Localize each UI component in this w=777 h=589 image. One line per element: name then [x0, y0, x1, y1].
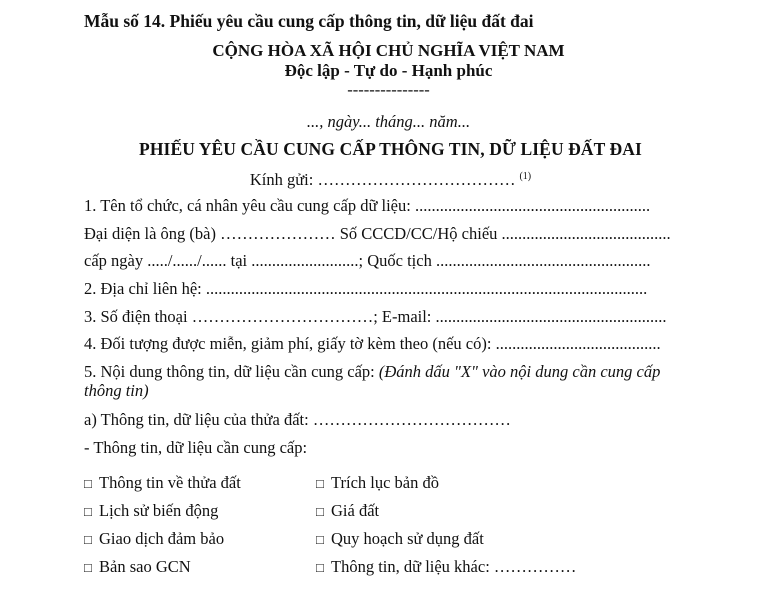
needed-heading: - Thông tin, dữ liệu cần cung cấp: — [84, 438, 308, 457]
content-label: 5. Nội dung thông tin, dữ liệu cần cung cấp: — [84, 362, 379, 381]
checkbox-icon[interactable]: □ — [316, 560, 324, 575]
document-title: PHIẾU YÊU CẦU CUNG CẤP THÔNG TIN, DỮ LIỆU ĐẤT ĐAI — [139, 139, 642, 159]
option-certificate-copy[interactable]: □ Bản sao GCN — [84, 557, 191, 576]
addressee-label[interactable]: Kính gửi: ……………………………… — [249, 170, 516, 189]
checkbox-icon[interactable]: □ — [316, 504, 324, 519]
option-land-use-planning[interactable]: □ Quy hoạch sử dụng đất — [316, 529, 484, 548]
country-header: CỘNG HÒA XÃ HỘI CHỦ NGHĨA VIỆT NAM — [212, 41, 565, 60]
field-representative[interactable]: Đại diện là ông (bà) ………………… Số CCCD/CC/Hộ chiếu ......................................... — [84, 224, 671, 243]
motto: Độc lập - Tự do - Hạnh phúc — [284, 61, 493, 80]
date-line: ..., ngày... tháng... năm... — [306, 112, 471, 131]
field-parcel[interactable]: a) Thông tin, dữ liệu của thửa đất: ……………………………… — [84, 410, 511, 429]
checkbox-icon[interactable]: □ — [84, 532, 92, 547]
checkbox-icon[interactable]: □ — [316, 532, 324, 547]
header-divider: --------------- — [347, 80, 430, 99]
option-parcel-info[interactable]: □ Thông tin về thửa đất — [84, 473, 241, 492]
option-map-extract[interactable]: □ Trích lục bản đồ — [316, 473, 440, 492]
field-phone-email[interactable]: 3. Số điện thoại ……………………………; E-mail: ........................................................ — [84, 307, 667, 326]
content-note-cont: thông tin) — [84, 381, 149, 400]
field-exemption[interactable]: 4. Đối tượng được miễn, giảm phí, giấy tờ kèm theo (nếu có): ........................................ — [84, 334, 661, 353]
checkbox-icon[interactable]: □ — [84, 504, 92, 519]
addressee-line — [2, 167, 777, 190]
content-note: (Đánh dấu "X" vào nội dung cần cung cấp — [378, 362, 661, 381]
field-address[interactable]: 2. Địa chỉ liên hệ: ........................................................................................................... — [84, 279, 648, 298]
option-land-price[interactable]: □ Giá đất — [316, 501, 380, 520]
content-heading — [84, 362, 660, 382]
option-secured-transactions[interactable]: □ Giao dịch đảm bảo — [84, 529, 225, 548]
field-issued[interactable]: cấp ngày ...../....../...... tại ..........................; Quốc tịch .................................................... — [84, 251, 651, 270]
option-change-history[interactable]: □ Lịch sử biến động — [84, 501, 219, 520]
footnote-marker: (1) — [519, 171, 532, 182]
checkbox-icon[interactable]: □ — [84, 476, 92, 491]
field-requester-name[interactable]: 1. Tên tổ chức, cá nhân yêu cầu cung cấp dữ liệu: ......................................................... — [84, 196, 651, 215]
checkbox-icon[interactable]: □ — [316, 476, 324, 491]
checkbox-icon[interactable]: □ — [84, 560, 92, 575]
form-number: Mẫu số 14. Phiếu yêu cầu cung cấp thông tin, dữ liệu đất đai — [84, 11, 534, 31]
option-other-data[interactable]: □ Thông tin, dữ liệu khác: …………… — [316, 557, 577, 576]
